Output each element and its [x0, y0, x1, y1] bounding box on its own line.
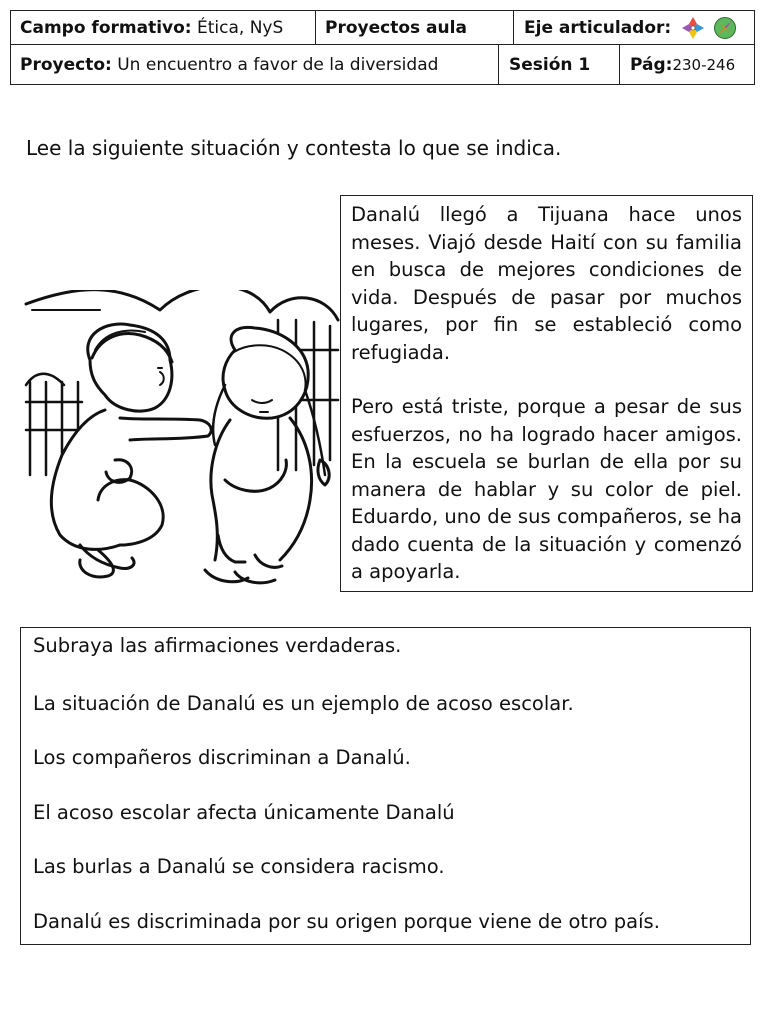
x-circle-colored-icon — [713, 16, 737, 40]
project-cell — [11, 45, 499, 85]
questions-box — [20, 627, 751, 945]
project-label: Proyecto: — [20, 55, 112, 75]
header-row-2 — [11, 45, 754, 85]
page-label: Pág: — [630, 55, 673, 75]
header-row-1 — [11, 11, 754, 45]
field-label: Campo formativo: — [20, 17, 192, 38]
questions-title: Subraya las afirmaciones verdaderas. — [33, 634, 402, 657]
header-table — [10, 10, 755, 85]
session-cell: Sesión 1 — [499, 45, 620, 85]
projects-cell: Proyectos aula — [316, 11, 514, 44]
axis-cell — [514, 11, 754, 44]
story-paragraph: Pero está triste, porque a pesar de sus esfuerzos, no ha logrado hacer amigos. En la escuela se burlan de ella por su manera de hablar y su color de piel. Eduardo, uno de sus compañeros, se ha dado cuenta de la situación y comenzó a apoyarla. — [351, 395, 742, 583]
instruction-text: Lee la siguiente situación y contesta lo que se indica. — [26, 136, 562, 160]
page-value: 230-246 — [672, 56, 736, 74]
diamond-colored-icon — [681, 16, 705, 40]
statement-item[interactable]: La situación de Danalú es un ejemplo de acoso escolar. — [33, 692, 574, 715]
story-box — [340, 195, 753, 592]
axis-label: Eje articulador: — [524, 17, 672, 38]
field-value: Ética, NyS — [197, 17, 284, 38]
page-cell — [620, 45, 754, 85]
project-value: Un encuentro a favor de la diversidad — [117, 55, 439, 75]
statement-item[interactable]: Los compañeros discriminan a Danalú. — [33, 746, 411, 769]
statement-item[interactable]: Danalú es discriminada por su origen porque viene de otro país. — [33, 910, 660, 933]
children-illustration — [20, 290, 340, 590]
field-cell — [11, 11, 316, 44]
story-paragraph: Danalú llegó a Tijuana hace unos meses. Viajó desde Haití con su familia en busca de mejores condiciones de vida. Después de pasar por muchos lugares, por fin se estableció como refugiada. — [351, 203, 742, 364]
statement-item[interactable]: El acoso escolar afecta únicamente Danalú — [33, 801, 455, 824]
statement-item[interactable]: Las burlas a Danalú se considera racismo. — [33, 855, 445, 878]
